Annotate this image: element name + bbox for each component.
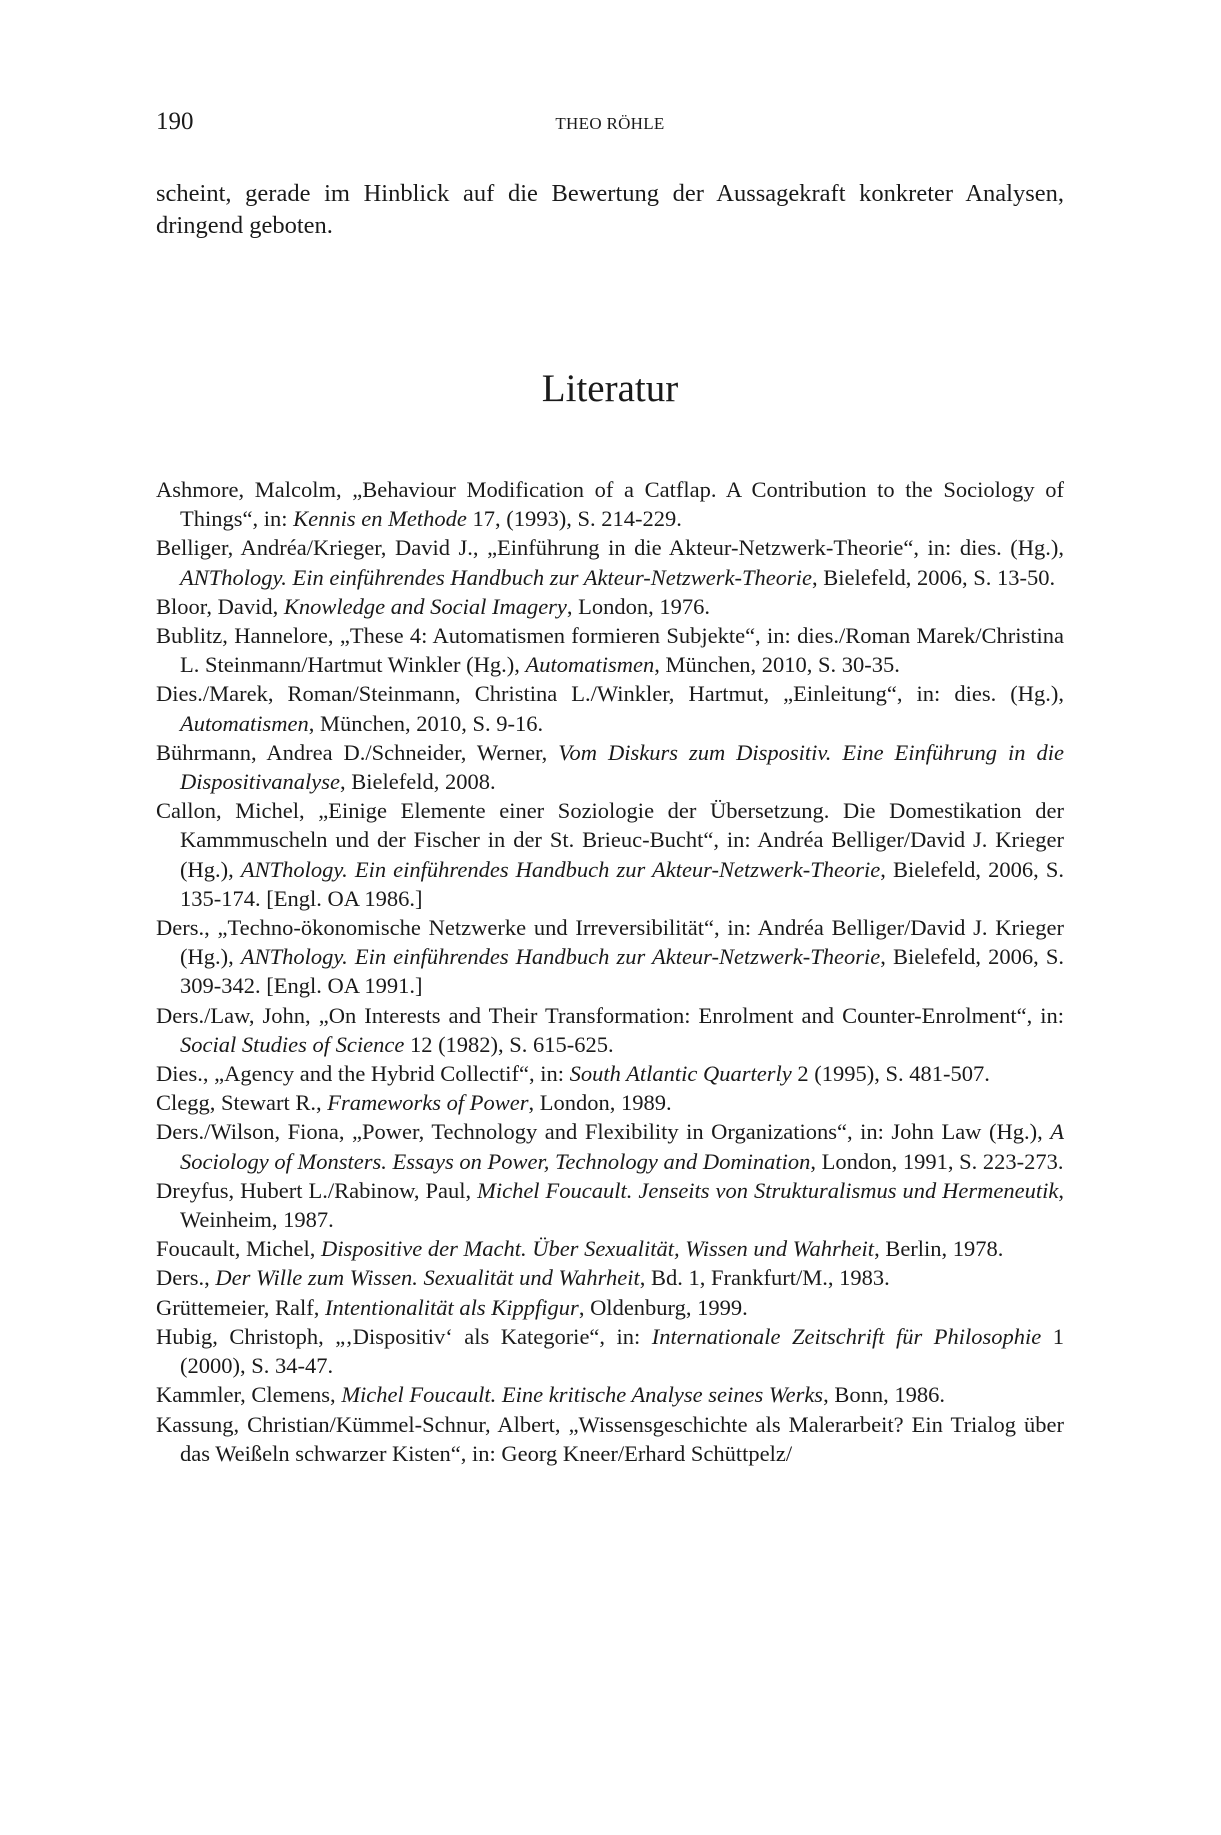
reference-text: , Bonn, 1986. xyxy=(823,1382,945,1408)
reference-text: Ashmore, Malcolm, „Behaviour Modification of a Catflap. A Contribution to the Sociology of Things“, in: xyxy=(156,477,1064,532)
reference-title: Knowledge and Social Imagery xyxy=(283,593,567,619)
reference-title: Der Wille zum Wissen. Sexualität und Wahrheit xyxy=(215,1265,640,1291)
reference-text: 17, (1993), S. 214-229. xyxy=(466,506,682,532)
reference-list xyxy=(156,475,1064,1468)
reference-entry xyxy=(156,621,1064,679)
reference-title: Social Studies of Science xyxy=(180,1031,405,1057)
reference-text: , Bielefeld, 2006, S. 135-174. [Engl. OA 1986.] xyxy=(180,856,1065,911)
intro-paragraph: scheint, gerade im Hinblick auf die Bewertung der Aussagekraft konkreter Analysen, dringend geboten. xyxy=(156,180,1064,239)
reference-text: , Weinheim, 1987. xyxy=(180,1177,1064,1233)
reference-title: A Sociology of Monsters. Essays on Power, Technology and Domination xyxy=(180,1119,1064,1174)
reference-text: , London, 1991, S. 223-273. xyxy=(810,1148,1064,1174)
reference-entry xyxy=(156,1117,1064,1175)
reference-entry xyxy=(156,1234,1064,1263)
reference-entry xyxy=(156,796,1064,913)
reference-text: 2 (1995), S. 481-507. xyxy=(791,1061,990,1087)
reference-text: Belliger, Andréa/Krieger, David J., „Einführung in die Akteur-Netzwerk-Theorie“, in: dies. (Hg.), xyxy=(156,535,1064,561)
reference-entry xyxy=(156,1176,1064,1234)
reference-text: Bloor, David, xyxy=(156,593,284,619)
reference-title: ANThology. Ein einführendes Handbuch zur Akteur-Netzwerk-Theorie xyxy=(180,564,812,590)
reference-text: , London, 1976. xyxy=(566,593,711,619)
reference-entry xyxy=(156,533,1064,591)
reference-entry xyxy=(156,1410,1064,1468)
reference-text: Grüttemeier, Ralf, xyxy=(156,1294,326,1320)
reference-text: Ders., „Techno-ökonomische Netzwerke und Irreversibilität“, in: Andréa Belliger/David J. Krieger (Hg.), xyxy=(156,915,1064,970)
reference-text: 1 (2000), S. 34-47. xyxy=(180,1323,1064,1379)
reference-entry xyxy=(156,1059,1064,1088)
reference-title: Intentionalität als Kippfigur xyxy=(325,1294,579,1320)
reference-title: Dispositive der Macht. Über Sexualität, Wissen und Wahrheit xyxy=(320,1236,875,1262)
reference-text: Ders./Law, John, „On Interests and Their Transformation: Enrolment and Counter-Enrolment“, in: xyxy=(156,1002,1064,1028)
section-title: Literatur xyxy=(541,367,679,410)
page-number: 190 xyxy=(156,108,194,135)
reference-text: Foucault, Michel, xyxy=(156,1236,321,1262)
reference-entry xyxy=(156,1263,1064,1292)
reference-text: Dreyfus, Hubert L./Rabinow, Paul, xyxy=(156,1177,478,1203)
reference-text: , München, 2010, S. 30-35. xyxy=(654,652,900,678)
reference-entry xyxy=(156,592,1064,621)
reference-entry xyxy=(156,475,1064,533)
reference-title: ANThology. Ein einführendes Handbuch zur Akteur-Netzwerk-Theorie xyxy=(240,944,881,970)
reference-entry xyxy=(156,1088,1064,1117)
reference-entry xyxy=(156,1293,1064,1322)
reference-text: 12 (1982), S. 615-625. xyxy=(404,1031,614,1057)
reference-text: Dies., „Agency and the Hybrid Collectif“, in: xyxy=(156,1061,570,1087)
reference-title: Internationale Zeitschrift für Philosophie xyxy=(651,1323,1042,1349)
reference-title: Kennis en Methode xyxy=(293,506,467,532)
reference-title: ANThology. Ein einführendes Handbuch zur Akteur-Netzwerk-Theorie xyxy=(240,856,881,882)
reference-text: Dies./Marek, Roman/Steinmann, Christina L./Winkler, Hartmut, „Einleitung“, in: dies. (Hg.), xyxy=(156,681,1064,707)
reference-text: , Bd. 1, Frankfurt/M., 1983. xyxy=(639,1265,890,1291)
reference-text: Kassung, Christian/Kümmel-Schnur, Albert, „Wissensgeschichte als Malerarbeit? Ein Trialog über das Weißeln schwarzer Kisten“, in: Georg Kneer/Erhard Schüttpelz/ xyxy=(156,1411,1064,1466)
reference-text: Callon, Michel, „Einige Elemente einer Soziologie der Übersetzung. Die Domestikation der Kammmuscheln und der Fischer in der St. Brieuc-Bucht“, in: Andréa Belliger/David J. Krieger (Hg.), xyxy=(156,798,1064,882)
reference-title: South Atlantic Quarterly xyxy=(569,1061,792,1087)
reference-text: Bublitz, Hannelore, „These 4: Automatismen formieren Subjekte“, in: dies./Roman Marek/Christina L. Steinmann/Hartmut Winkler (Hg.), xyxy=(156,623,1064,678)
reference-title: Michel Foucault. Jenseits von Strukturalismus und Hermeneutik xyxy=(477,1177,1059,1203)
reference-text: , Bielefeld, 2006, S. 309-342. [Engl. OA 1991.] xyxy=(180,944,1065,999)
reference-text: , Berlin, 1978. xyxy=(874,1236,1004,1262)
reference-entry xyxy=(156,679,1064,737)
reference-title: Michel Foucault. Eine kritische Analyse seines Werks xyxy=(341,1382,824,1408)
reference-text: Ders./Wilson, Fiona, „Power, Technology and Flexibility in Organizations“, in: John Law (Hg.), xyxy=(156,1119,1051,1145)
reference-text: Clegg, Stewart R., xyxy=(156,1090,328,1116)
reference-title: Vom Diskurs zum Dispositiv. Eine Einführung in die Dispositivanalyse xyxy=(180,739,1064,795)
reference-text: , München, 2010, S. 9-16. xyxy=(308,710,544,736)
reference-entry xyxy=(156,1322,1064,1380)
reference-text: Kammler, Clemens, xyxy=(156,1382,342,1408)
reference-entry xyxy=(156,913,1064,1001)
reference-text: , Oldenburg, 1999. xyxy=(578,1294,748,1320)
reference-text: Bührmann, Andrea D./Schneider, Werner, xyxy=(156,739,559,765)
reference-entry xyxy=(156,1380,1064,1409)
running-head: THEO RÖHLE xyxy=(555,114,665,133)
reference-text: Ders., xyxy=(156,1265,216,1291)
reference-text: Hubig, Christoph, „‚Dispositiv‘ als Kategorie“, in: xyxy=(156,1323,652,1349)
reference-title: Frameworks of Power xyxy=(327,1090,529,1116)
reference-title: Automatismen xyxy=(180,710,309,736)
reference-text: , Bielefeld, 2006, S. 13-50. xyxy=(811,564,1056,590)
reference-entry xyxy=(156,738,1064,796)
reference-title: Automatismen xyxy=(525,652,655,678)
reference-entry xyxy=(156,1001,1064,1059)
reference-text: , London, 1989. xyxy=(528,1090,672,1116)
page-header xyxy=(156,108,1064,140)
reference-text: , Bielefeld, 2008. xyxy=(339,769,496,795)
